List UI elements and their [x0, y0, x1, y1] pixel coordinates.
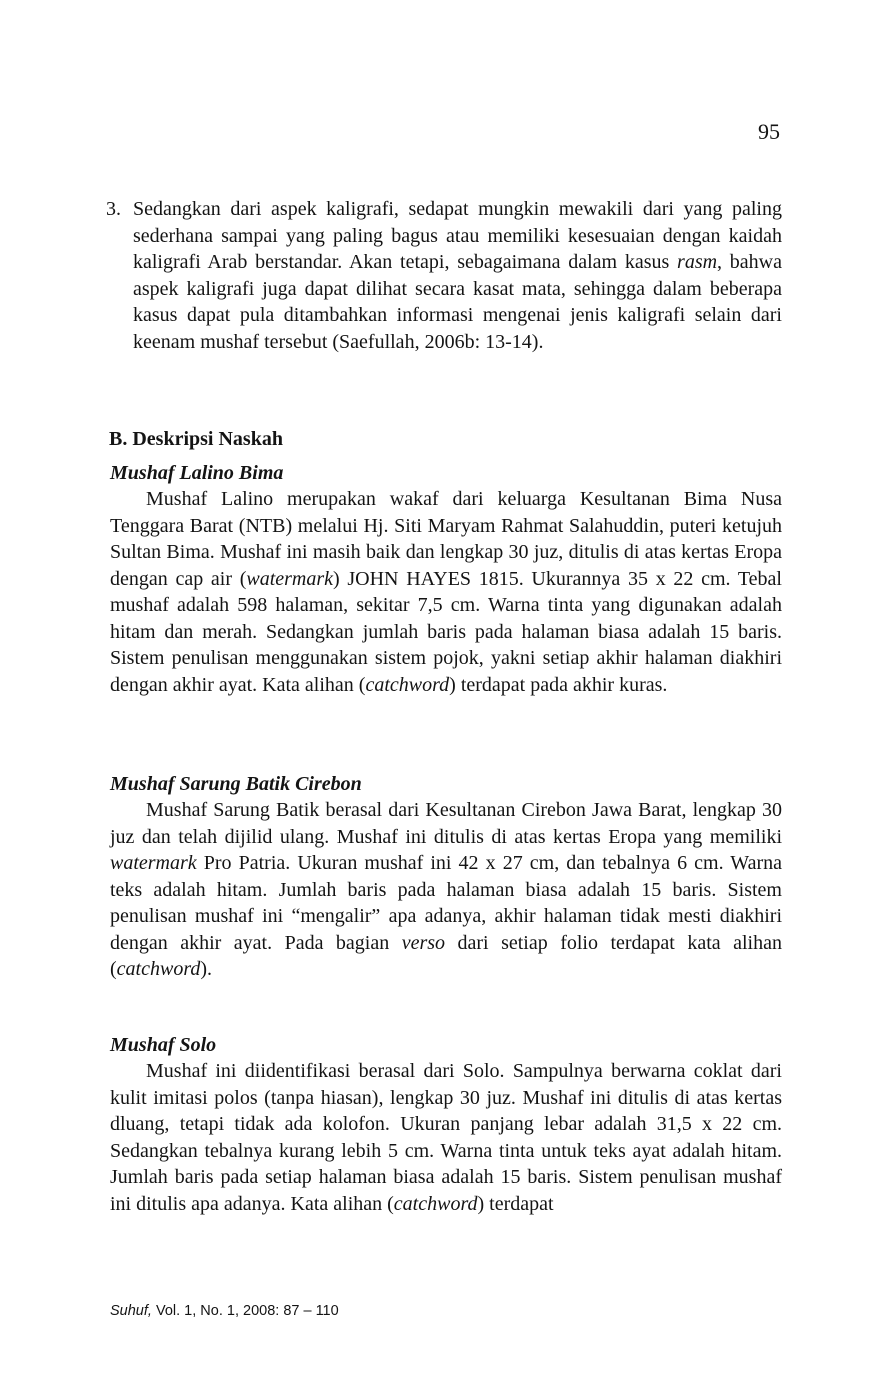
- italic-term: watermark: [246, 567, 334, 590]
- subheading-sarung-batik-cirebon: Mushaf Sarung Batik Cirebon: [110, 773, 362, 795]
- paragraph-sarung-batik-cirebon: [110, 797, 782, 983]
- text-run: Mushaf Lalino merupakan wakaf dari keluarga Kesultanan Bima Nusa Tenggara Barat (NTB) melalui Hj. Siti Maryam Rahmat Salahuddin, puteri ketujuh Sultan Bima. Mushaf ini masih baik dan lengkap 30 juz, ditulis di atas kertas Eropa dengan cap air (: [110, 488, 782, 590]
- text-run: dari setiap folio terdapat kata alihan (: [110, 931, 782, 980]
- list-item-text: [133, 196, 782, 355]
- paragraph-lalino-bima: [110, 486, 782, 698]
- text-run: ) terdapat: [477, 1192, 554, 1215]
- list-item-3: [106, 196, 782, 355]
- text-run: , bahwa aspek kaligrafi juga dapat dilihat secara kasat mata, sehingga dalam beberapa kasus dapat pula ditambahkan informasi mengenai jenis kaligrafi selain dari keenam mushaf tersebut (Saefullah, 2006b: 13-14).: [133, 251, 782, 353]
- section-heading: B. Deskripsi Naskah: [109, 428, 283, 450]
- footer-journal-name: Suhuf,: [110, 1303, 152, 1319]
- subheading-lalino-bima: Mushaf Lalino Bima: [110, 462, 284, 484]
- page-number: 95: [758, 119, 780, 144]
- text-run: ) terdapat pada akhir kuras.: [449, 673, 668, 696]
- footer-citation: [110, 1301, 339, 1321]
- paragraph-solo: [110, 1058, 782, 1217]
- italic-term: catchword: [393, 1192, 478, 1215]
- italic-term: verso: [401, 931, 446, 954]
- text-run: Mushaf Sarung Batik berasal dari Kesultanan Cirebon Jawa Barat, lengkap 30 juz dan telah dijilid ulang. Mushaf ini ditulis di atas kertas Eropa yang memiliki: [110, 799, 782, 848]
- text-run: Mushaf ini diidentifikasi berasal dari Solo. Sampulnya berwarna coklat dari kulit imitasi polos (tanpa hiasan), lengkap 30 juz. Mushaf ini ditulis di atas kertas dluang, tetapi tidak ada kolofon. Ukuran panjang lebar adalah 31,5 x 22 cm. Sedangkan tebalnya kurang lebih 5 cm. Warna tinta untuk teks ayat adalah hitam. Jumlah baris pada setiap halaman biasa adalah 15 baris. Sistem penulisan mushaf ini ditulis apa adanya. Kata alihan (: [110, 1060, 782, 1215]
- italic-term: catchword: [116, 958, 201, 980]
- subheading-solo: Mushaf Solo: [110, 1034, 217, 1056]
- italic-term: rasm: [677, 251, 718, 273]
- text-run: ).: [200, 958, 213, 980]
- text-run: Sedangkan dari aspek kaligrafi, sedapat mungkin mewakili dari yang paling sederhana sampai yang paling bagus atau memiliki kesesuaian dengan kaidah kaligrafi Arab berstandar. Akan tetapi, sebagaimana dalam kasus: [133, 198, 782, 273]
- list-item-number: 3.: [106, 198, 121, 220]
- footer-journal-details: Vol. 1, No. 1, 2008: 87 – 110: [151, 1303, 339, 1319]
- italic-term: catchword: [365, 673, 450, 696]
- italic-term: watermark: [110, 852, 197, 874]
- text-run: Pro Patria. Ukuran mushaf ini 42 x 27 cm, dan tebalnya 6 cm. Warna teks adalah hitam. Jumlah baris pada halaman biasa adalah 15 baris. Sistem penulisan mushaf ini “mengalir” apa adanya, akhir halaman tidak mesti diakhiri dengan akhir ayat. Pada bagian: [110, 852, 782, 954]
- text-run: ) JOHN HAYES 1815. Ukurannya 35 x 22 cm. Tebal mushaf adalah 598 halaman, sekitar 7,5 cm. Warna tinta yang digunakan adalah hitam dan merah. Sedangkan jumlah baris pada halaman biasa adalah 15 baris. Sistem penulisan menggunakan sistem pojok, yakni setiap akhir halaman diakhiri dengan akhir ayat. Kata alihan (: [110, 567, 782, 696]
